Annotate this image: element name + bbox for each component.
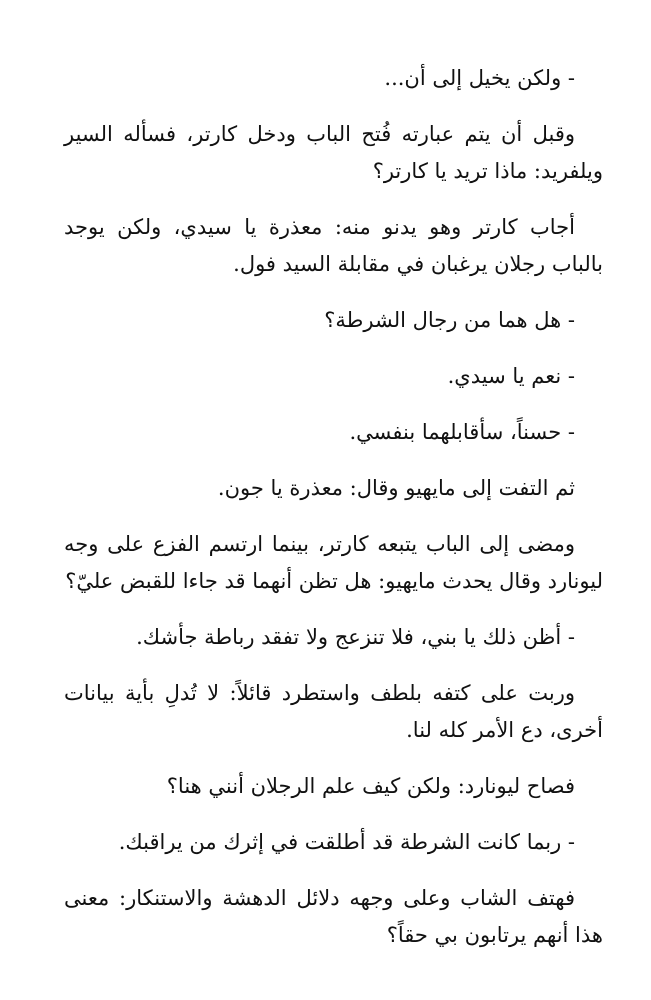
paragraph-2: وقبل أن يتم عبارته فُتح الباب ودخل كارتر، فسأله السير ويلفريد: ماذا تريد يا كارتر؟ — [64, 122, 603, 183]
paragraph-3: أجاب كارتر وهو يدنو منه: معذرة يا سيدي، ولكن يوجد بالباب رجلان يرغبان في مقابلة السيد فول. — [64, 215, 603, 276]
paragraph-7: ثم التفت إلى مايهيو وقال: معذرة يا جون. — [217, 476, 575, 500]
paragraph-4: - هل هما من رجال الشرطة؟ — [324, 308, 575, 332]
paragraph-5: - نعم يا سيدي. — [447, 364, 575, 388]
paragraph-9: - أظن ذلك يا بني، فلا تنزعج ولا تفقد رباطة جأشك. — [136, 625, 575, 649]
paragraph-6: - حسناً، سأقابلهما بنفسي. — [349, 420, 575, 444]
paragraph-10: وربت على كتفه بلطف واستطرد قائلاً: لا تُدلِ بأية بيانات أخرى، دع الأمر كله لنا. — [64, 681, 603, 742]
paragraph-13: فهتف الشاب وعلى وجهه دلائل الدهشة والاستنكار: معنى هذا أنهم يرتابون بي حقاً؟ — [64, 886, 603, 947]
paragraph-12: - ربما كانت الشرطة قد أطلقت في إثرك من يراقبك. — [118, 830, 575, 854]
paragraph-11: فصاح ليونارد: ولكن كيف علم الرجلان أنني هنا؟ — [166, 774, 575, 798]
paragraph-8: ومضى إلى الباب يتبعه كارتر، بينما ارتسم الفزع على وجه ليونارد وقال يحدث مايهيو: هل تظن أنهما قد جاءا للقبض عليّ؟ — [64, 532, 603, 593]
book-page — [64, 60, 603, 973]
paragraph-1: - ولكن يخيل إلى أن... — [384, 66, 575, 90]
